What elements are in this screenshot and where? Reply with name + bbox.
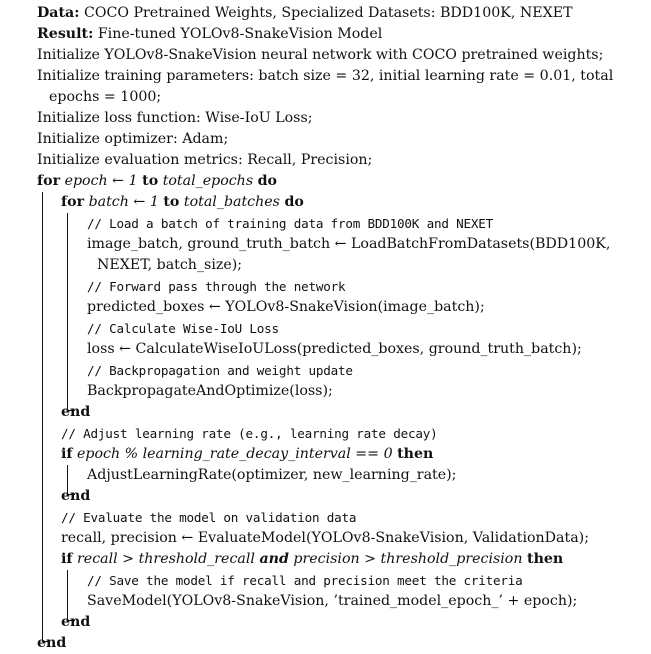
end-if-decay: end [61, 488, 91, 504]
end-if-threshold: end [61, 614, 91, 630]
init-optimizer-line: Initialize optimizer: Adam; [37, 131, 229, 147]
forward-line: predicted_boxes ← YOLOv8-SnakeVision(image_batch); [87, 299, 485, 315]
comment-forward: // Forward pass through the network [87, 279, 346, 294]
adjust-lr-line: AdjustLearningRate(optimizer, new_learning_rate); [87, 467, 457, 483]
comment-adjust: // Adjust learning rate (e.g., learning rate decay) [61, 426, 438, 441]
load-batch-line-cont: NEXET, batch_size); [97, 257, 243, 273]
backprop-line: BackpropagateAndOptimize(loss); [87, 383, 333, 399]
comment-backprop: // Backpropagation and weight update [87, 363, 353, 378]
comment-loss: // Calculate Wise-IoU Loss [87, 321, 279, 336]
init-network-line: Initialize YOLOv8-SnakeVision neural network with COCO pretrained weights; [37, 47, 604, 63]
for-batch-line: for batch ← 1 to total_batches do [61, 194, 304, 210]
init-metrics-line: Initialize evaluation metrics: Recall, Precision; [37, 152, 373, 168]
comment-load: // Load a batch of training data from BDD100K and NEXET [87, 216, 494, 231]
evaluate-line: recall, precision ← EvaluateModel(YOLOv8-SnakeVision, ValidationData); [61, 530, 589, 546]
loss-line: loss ← CalculateWiseIoULoss(predicted_boxes, ground_truth_batch); [87, 341, 582, 357]
comment-save: // Save the model if recall and precision meet the criteria [87, 573, 523, 588]
end-inner-for: end [61, 404, 91, 420]
result-line: Result: Fine-tuned YOLOv8-SnakeVision Model [37, 26, 383, 42]
init-params-line-cont: epochs = 1000; [49, 89, 162, 105]
data-line: Data: COCO Pretrained Weights, Specialized Datasets: BDD100K, NEXET [37, 5, 573, 21]
load-batch-line: image_batch, ground_truth_batch ← LoadBatchFromDatasets(BDD100K, [87, 236, 611, 252]
if-threshold-line: if recall > threshold_recall and precision > threshold_precision then [61, 551, 564, 567]
for-epoch-line: for epoch ← 1 to total_epochs do [37, 173, 278, 189]
if-decay-line: if epoch % learning_rate_decay_interval == 0 then [61, 446, 434, 462]
init-loss-line: Initialize loss function: Wise-IoU Loss; [37, 110, 313, 126]
end-outer-for: end [37, 635, 67, 651]
init-params-line: Initialize training parameters: batch size = 32, initial learning rate = 0.01, total [37, 68, 614, 84]
comment-eval: // Evaluate the model on validation data [61, 510, 357, 525]
save-model-line: SaveModel(YOLOv8-SnakeVision, ’trained_model_epoch_’ + epoch); [87, 593, 578, 609]
